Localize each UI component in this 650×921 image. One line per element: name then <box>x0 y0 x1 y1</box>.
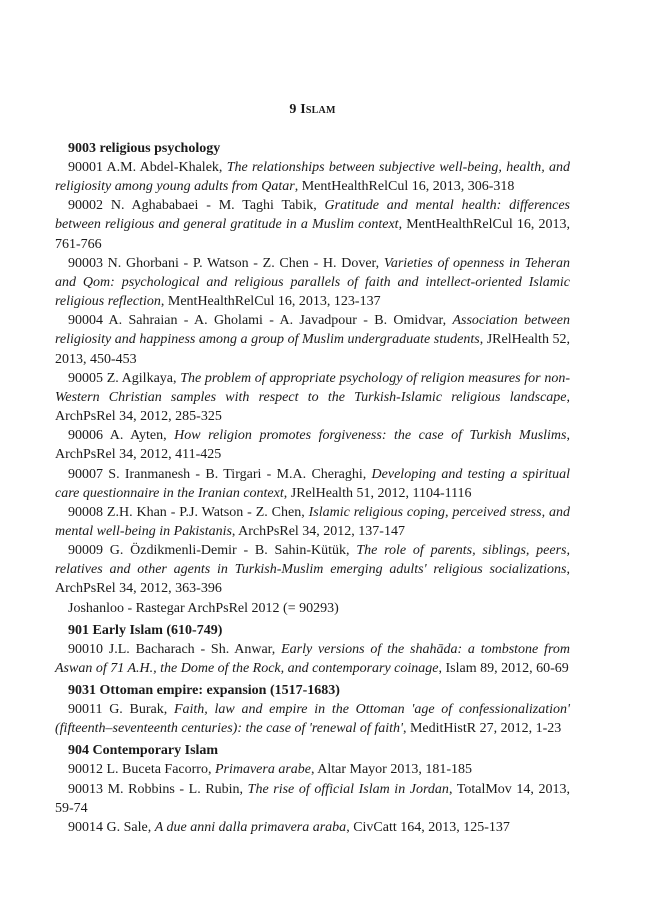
bibliography-entry: 90001 A.M. Abdel-Khalek, The relationships between subjective well-being, health, and religiosity among young adults from Qatar, MentHealthRelCul 16, 2013, 306-318 <box>55 160 570 195</box>
bibliography-entry: 90007 S. Iranmanesh - B. Tirgari - M.A. Cheraghi, Developing and testing a spiritual care questionnaire in the Iranian context, JRelHealth 51, 2012, 1104-1116 <box>55 466 570 501</box>
section <box>55 681 570 738</box>
section-heading: 901 Early Islam (610-749) <box>68 622 223 638</box>
bibliography-entry: 90006 A. Ayten, How religion promotes forgiveness: the case of Turkish Muslims, ArchPsRel 34, 2012, 411-425 <box>55 428 570 463</box>
section <box>55 741 570 837</box>
bibliography-entry: 90014 G. Sale, A due anni dalla primavera araba, CivCatt 164, 2013, 125-137 <box>68 819 510 835</box>
page-body <box>55 102 570 837</box>
section <box>55 621 570 678</box>
section <box>55 139 570 618</box>
section-heading: 9003 religious psychology <box>68 141 221 156</box>
chapter-title: 9 Islam <box>289 102 336 117</box>
bibliography-entry: 90012 L. Buceta Facorro, Primavera arabe, Altar Mayor 2013, 181-185 <box>68 762 472 778</box>
bibliography-entry: 90011 G. Burak, Faith, law and empire in the Ottoman 'age of confessionalization' (fifteenth–seventeenth centuries): the case of 'renewal of faith', MeditHistR 27, 2012, 1-23 <box>55 702 570 737</box>
bibliography-entry: 90002 N. Aghababaei - M. Taghi Tabik, Gratitude and mental health: differences between religious and general gratitude in a Muslim context, MentHealthRelCul 16, 2013, 761-766 <box>55 198 570 252</box>
bibliography-entry: 90005 Z. Agilkaya, The problem of appropriate psychology of religion measures for non-Western Christian samples with respect to the Turkish-Islamic religious landscape, ArchPsRel 34, 2012, 285-325 <box>55 370 570 425</box>
section-heading: 9031 Ottoman empire: expansion (1517-1683) <box>68 683 340 699</box>
bibliography-entry: 90004 A. Sahraian - A. Gholami - A. Javadpour - B. Omidvar, Association between religiosity and happiness among a group of Muslim undergraduate students, JRelHealth 52, 2013, 450-453 <box>55 313 570 367</box>
bibliography-entry: 90013 M. Robbins - L. Rubin, The rise of official Islam in Jordan, TotalMov 14, 2013, 59-74 <box>55 781 570 816</box>
cross-reference: Joshanloo - Rastegar ArchPsRel 2012 (= 90293) <box>68 600 339 616</box>
bibliography-entry: 90008 Z.H. Khan - P.J. Watson - Z. Chen, Islamic religious coping, perceived stress, and mental well-being in Pakistanis, ArchPsRel 34, 2012, 137-147 <box>55 504 570 539</box>
bibliography-entry: 90003 N. Ghorbani - P. Watson - Z. Chen - H. Dover, Varieties of openness in Teheran and Qom: psychological and religious parallels of faith and intellect-oriented Islamic religious reflection, MentHealthRelCul 16, 2013, 123-137 <box>55 255 570 310</box>
bibliography-entry: 90009 G. Özdikmenli-Demir - B. Sahin-Kütük, The role of parents, siblings, peers, relatives and other agents in Turkish-Muslim emerging adults' religious socializations, ArchPsRel 34, 2012, 363-396 <box>55 543 571 597</box>
bibliography-entry: 90010 J.L. Bacharach - Sh. Anwar, Early versions of the shahāda: a tombstone from Aswan of 71 A.H., the Dome of the Rock, and contemporary coinage, Islam 89, 2012, 60-69 <box>55 641 570 676</box>
section-heading: 904 Contemporary Islam <box>68 743 219 759</box>
